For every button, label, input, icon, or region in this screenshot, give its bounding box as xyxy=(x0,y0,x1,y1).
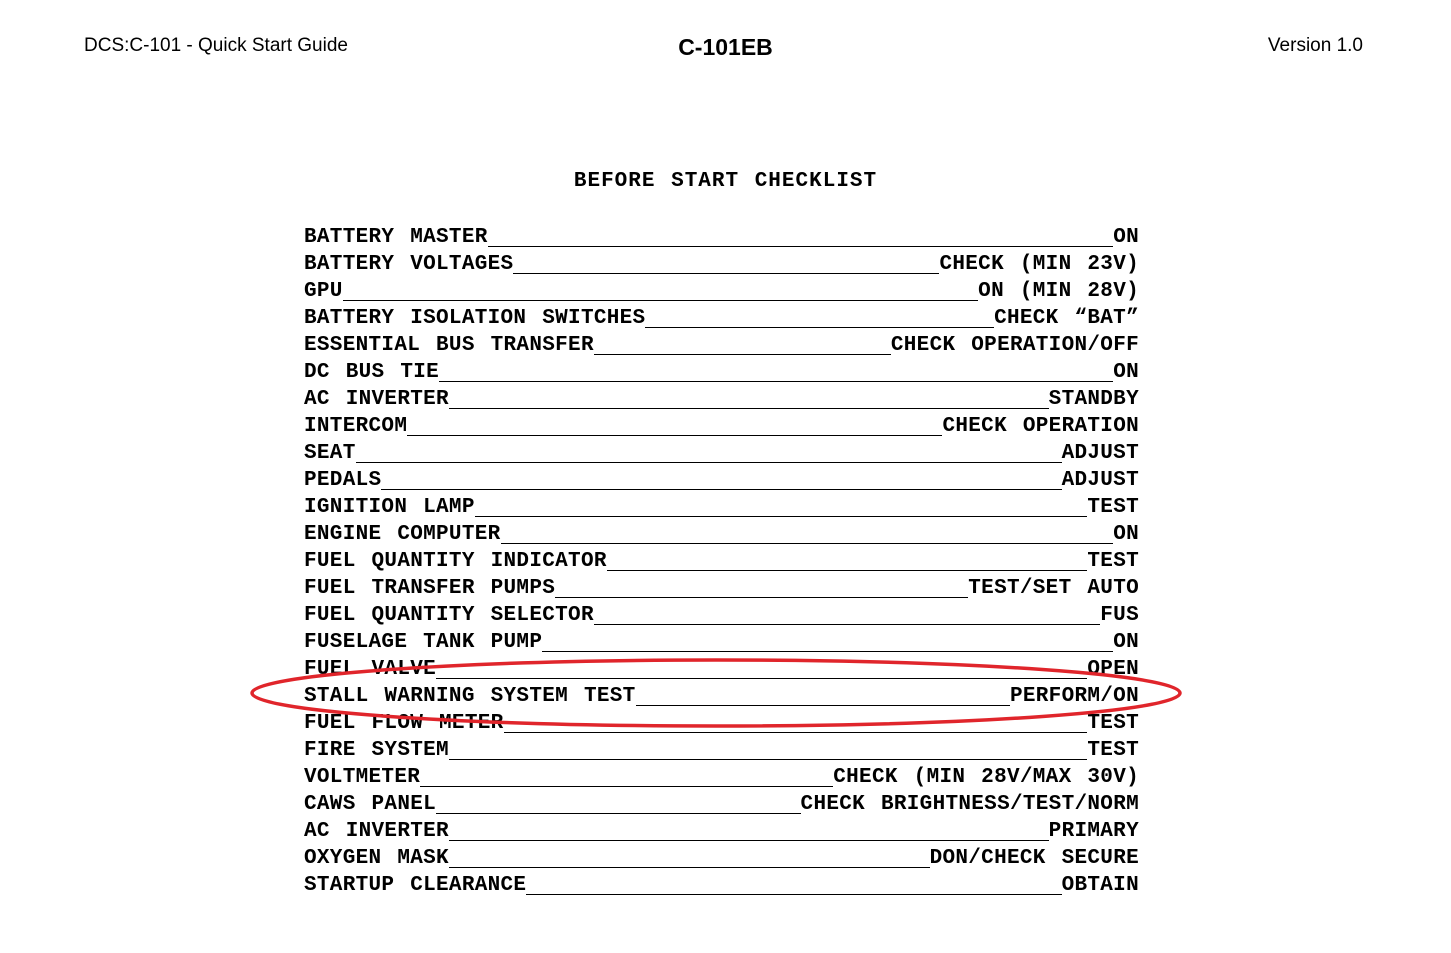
checklist-row xyxy=(304,817,1139,844)
checklist-row xyxy=(304,601,1139,628)
leader-line xyxy=(526,893,1061,895)
document-version: Version 1.0 xyxy=(1267,35,1363,56)
checklist-item: FUEL TRANSFER PUMPS xyxy=(304,577,556,600)
checklist-row xyxy=(304,790,1139,817)
checklist-item: FIRE SYSTEM xyxy=(304,739,449,762)
checklist-action: CHECK “BAT” xyxy=(994,307,1139,330)
checklist-action: CHECK BRIGHTNESS/TEST/NORM xyxy=(800,793,1139,816)
checklist-item: FUEL QUANTITY SELECTOR xyxy=(304,604,594,627)
leader-line xyxy=(475,515,1088,517)
checklist-item: AC INVERTER xyxy=(304,820,449,843)
checklist-action: ADJUST xyxy=(1061,469,1139,492)
checklist-action: TEST/SET AUTO xyxy=(968,577,1139,600)
leader-line xyxy=(356,461,1062,463)
checklist-item: BATTERY MASTER xyxy=(304,226,488,249)
checklist-action: CHECK OPERATION/OFF xyxy=(890,334,1139,357)
checklist-item: STALL WARNING SYSTEM TEST xyxy=(304,685,636,708)
leader-line xyxy=(439,380,1113,382)
checklist-row xyxy=(304,655,1139,682)
checklist-item: BATTERY ISOLATION SWITCHES xyxy=(304,307,646,330)
checklist-action: ON (MIN 28V) xyxy=(978,280,1139,303)
checklist-item: SEAT xyxy=(304,442,356,465)
checklist-row xyxy=(304,763,1139,790)
checklist-action: ON xyxy=(1113,631,1139,654)
leader-line xyxy=(555,596,968,598)
checklist-action: PRIMARY xyxy=(1048,820,1139,843)
leader-line xyxy=(501,542,1114,544)
leader-line xyxy=(407,434,942,436)
checklist-row xyxy=(304,709,1139,736)
leader-line xyxy=(449,866,930,868)
leader-line xyxy=(449,407,1049,409)
checklist-row xyxy=(304,412,1139,439)
checklist-action: CHECK OPERATION xyxy=(942,415,1139,438)
checklist-row xyxy=(304,358,1139,385)
checklist-item: FUEL FLOW METER xyxy=(304,712,504,735)
checklist-action: DON/CHECK SECURE xyxy=(929,847,1139,870)
leader-line xyxy=(636,704,1010,706)
checklist-row xyxy=(304,682,1139,709)
checklist-action: CHECK (MIN 28V/MAX 30V) xyxy=(833,766,1139,789)
checklist-row xyxy=(304,871,1139,898)
checklist-item: GPU xyxy=(304,280,343,303)
checklist-item: DC BUS TIE xyxy=(304,361,440,384)
checklist-item: BATTERY VOLTAGES xyxy=(304,253,514,276)
leader-line xyxy=(488,245,1114,247)
checklist-action: TEST xyxy=(1087,496,1139,519)
checklist-row xyxy=(304,277,1139,304)
checklist-item: INTERCOM xyxy=(304,415,408,438)
checklist-item: STARTUP CLEARANCE xyxy=(304,874,527,897)
checklist-item: AC INVERTER xyxy=(304,388,449,411)
checklist-item: FUEL QUANTITY INDICATOR xyxy=(304,550,607,573)
checklist-action: TEST xyxy=(1087,739,1139,762)
leader-line xyxy=(449,839,1049,841)
checklist-action: ON xyxy=(1113,523,1139,546)
checklist-row xyxy=(304,466,1139,493)
leader-line xyxy=(420,785,833,787)
checklist-row xyxy=(304,520,1139,547)
checklist-item: VOLTMETER xyxy=(304,766,421,789)
checklist-action: FUS xyxy=(1100,604,1139,627)
leader-line xyxy=(449,758,1087,760)
leader-line xyxy=(594,623,1100,625)
leader-line xyxy=(607,569,1088,571)
leader-line xyxy=(542,650,1113,652)
leader-line xyxy=(645,326,994,328)
checklist-row xyxy=(304,331,1139,358)
leader-line xyxy=(504,731,1088,733)
checklist-item: FUEL VALVE xyxy=(304,658,437,681)
checklist-action: STANDBY xyxy=(1048,388,1139,411)
aircraft-model: C-101EB xyxy=(678,34,773,60)
checklist-item: CAWS PANEL xyxy=(304,793,437,816)
checklist-item: ENGINE COMPUTER xyxy=(304,523,501,546)
checklist-action: OBTAIN xyxy=(1061,874,1139,897)
checklist-row xyxy=(304,547,1139,574)
checklist-row xyxy=(304,493,1139,520)
document-title: DCS:C-101 - Quick Start Guide xyxy=(84,35,348,56)
leader-line xyxy=(594,353,891,355)
checklist-item: PEDALS xyxy=(304,469,382,492)
checklist-row xyxy=(304,628,1139,655)
checklist-action: ON xyxy=(1113,226,1139,249)
leader-line xyxy=(513,272,939,274)
checklist-item: OXYGEN MASK xyxy=(304,847,449,870)
checklist-row xyxy=(304,304,1139,331)
checklist-row xyxy=(304,574,1139,601)
checklist-row xyxy=(304,736,1139,763)
checklist-action: ON xyxy=(1113,361,1139,384)
leader-line xyxy=(343,299,978,301)
checklist-item: FUSELAGE TANK PUMP xyxy=(304,631,543,654)
checklist-row xyxy=(304,439,1139,466)
leader-line xyxy=(436,677,1087,679)
checklist-action: ADJUST xyxy=(1061,442,1139,465)
checklist-action: PERFORM/ON xyxy=(1009,685,1139,708)
checklist-action: OPEN xyxy=(1087,658,1139,681)
checklist-item: IGNITION LAMP xyxy=(304,496,475,519)
checklist xyxy=(304,223,1139,898)
checklist-title: BEFORE START CHECKLIST xyxy=(573,170,878,193)
checklist-action: TEST xyxy=(1087,550,1139,573)
checklist-row xyxy=(304,250,1139,277)
leader-line xyxy=(436,812,801,814)
checklist-action: TEST xyxy=(1087,712,1139,735)
leader-line xyxy=(381,488,1061,490)
checklist-action: CHECK (MIN 23V) xyxy=(939,253,1139,276)
checklist-row xyxy=(304,385,1139,412)
checklist-row xyxy=(304,844,1139,871)
checklist-row xyxy=(304,223,1139,250)
checklist-item: ESSENTIAL BUS TRANSFER xyxy=(304,334,594,357)
